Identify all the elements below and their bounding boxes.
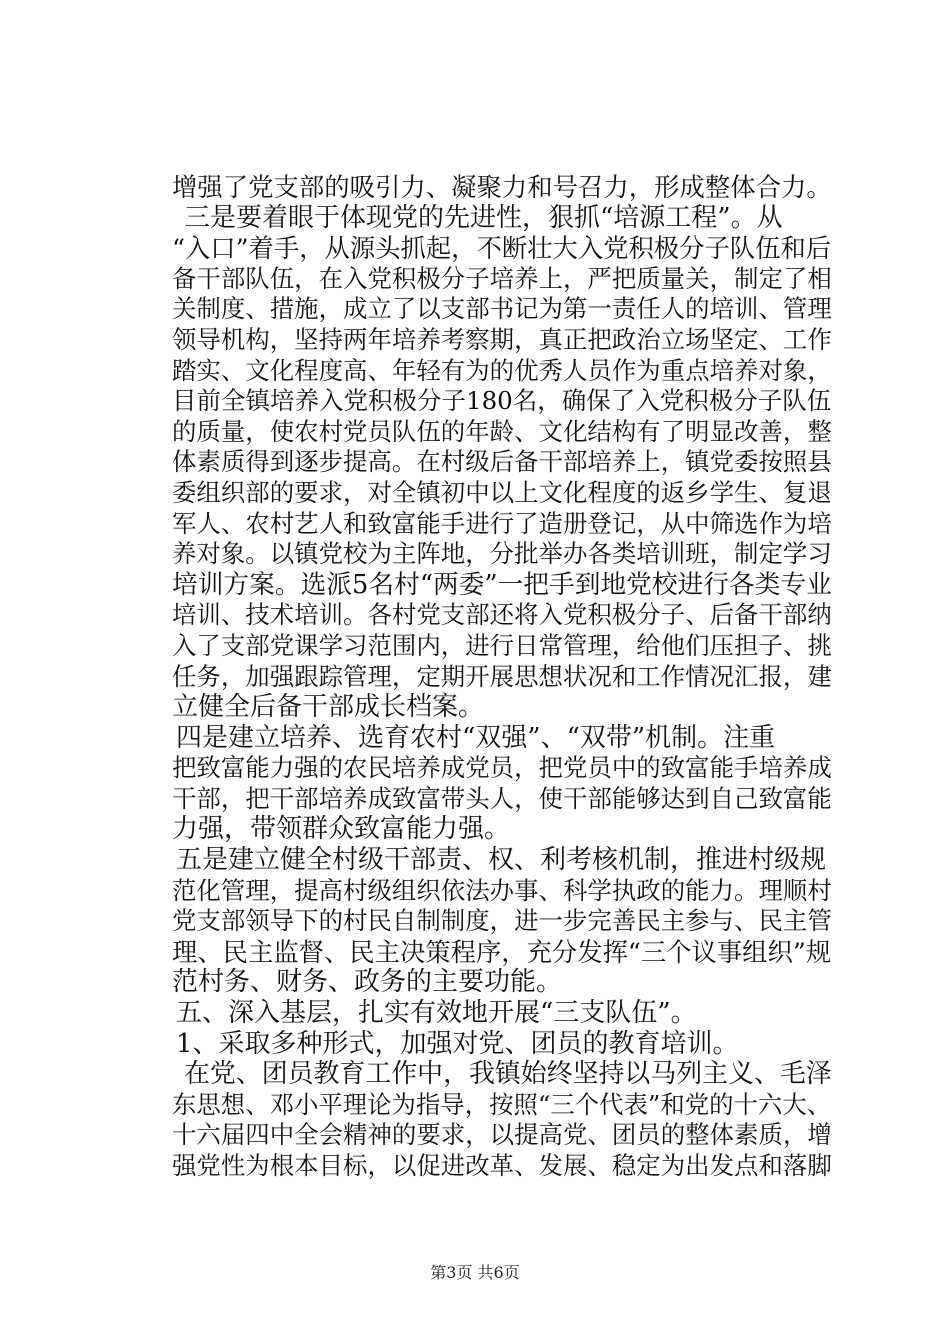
text-line: 1、采取多种形式，加强对党、团员的教育培训。: [176, 1028, 739, 1059]
text-line: 增强了党支部的吸引力、凝聚力和号召力，形成整体合力。: [172, 172, 832, 202]
text-line: 踏实、文化程度高、年轻有为的优秀人员作为重点培养对象，: [172, 355, 832, 385]
text-line: 十六届四中全会精神的要求，以提高党、团员的整体素质，增: [172, 1120, 832, 1150]
text-line: 领导机构，坚持两年培养考察期，真正把政治立场坚定、工作: [172, 324, 832, 354]
text-line: 把致富能力强的农民培养成党员，把党员中的致富能手培养成: [172, 753, 832, 783]
text-line: 强党性为根本目标，以促进改革、发展、稳定为出发点和落脚: [172, 1151, 832, 1180]
text-line: 培训、技术培训。各村党支部还将入党积极分子、后备干部纳: [172, 600, 832, 630]
text-line: 备干部队伍，在入党积极分子培养上，严把质量关，制定了相: [172, 263, 832, 293]
text-line: 立健全后备干部成长档案。: [172, 692, 485, 723]
text-line: 理、民主监督、民主决策程序，充分发挥“三个议事组织”规: [172, 936, 832, 967]
text-line: 目前全镇培养入党积极分子180名，确保了入党积极分子队伍: [172, 386, 832, 416]
text-line: 范化管理，提高村级组织依法办事、科学执政的能力。理顺村: [172, 875, 832, 905]
page-footer: 第3页 共6页: [430, 1263, 520, 1282]
text-line: 干部，把干部培养成致富带头人，使干部能够达到自己致富能: [172, 783, 832, 813]
text-line: 的质量，使农村党员队伍的年龄、文化结构有了明显改善，整: [172, 416, 832, 446]
text-line: 五是建立健全村级干部责、权、利考核机制，推进村级规: [176, 845, 827, 876]
text-line: 党支部领导下的村民自制制度，进一步完善民主参与、民主管: [172, 906, 832, 936]
text-line: 五、深入基层，扎实有效地开展“三支队伍”。: [176, 998, 697, 1029]
text-line: 体素质得到逐步提高。在村级后备干部培养上，镇党委按照县: [172, 447, 832, 477]
text-line: 关制度、措施，成立了以支部书记为第一责任人的培训、管理: [172, 294, 832, 324]
text-line: 委组织部的要求，对全镇初中以上文化程度的返乡学生、复退: [172, 477, 832, 507]
text-line: 东思想、邓小平理论为指导，按照“三个代表”和党的十六大、: [172, 1089, 832, 1119]
text-line: 养对象。以镇党校为主阵地，分批举办各类培训班，制定学习: [172, 539, 832, 569]
body-text: [172, 172, 832, 1182]
text-line: 军人、农村艺人和致富能手进行了造册登记，从中筛选作为培: [172, 508, 832, 538]
text-line: 在党、团员教育工作中，我镇始终坚持以马列主义、毛泽: [184, 1059, 832, 1090]
text-line: 力强，带领群众致富能力强。: [172, 814, 511, 845]
text-line: 范村务、财务、政务的主要功能。: [172, 967, 563, 998]
text-line: 入了支部党课学习范围内，进行日常管理，给他们压担子、挑: [172, 630, 832, 660]
text-line: “入口”着手，从源头抓起，不断壮大入党积极分子队伍和后: [172, 233, 832, 264]
text-line: 四是建立培养、选育农村“双强”、“双带”机制。注重: [176, 722, 776, 753]
text-line: 任务，加强跟踪管理，定期开展思想状况和工作情况汇报，建: [172, 661, 832, 691]
text-line: 培训方案。选派5名村“两委”一把手到地党校进行各类专业: [172, 569, 832, 600]
text-line: 三是要着眼于体现党的先进性，狠抓“培源工程”。从: [184, 202, 783, 233]
